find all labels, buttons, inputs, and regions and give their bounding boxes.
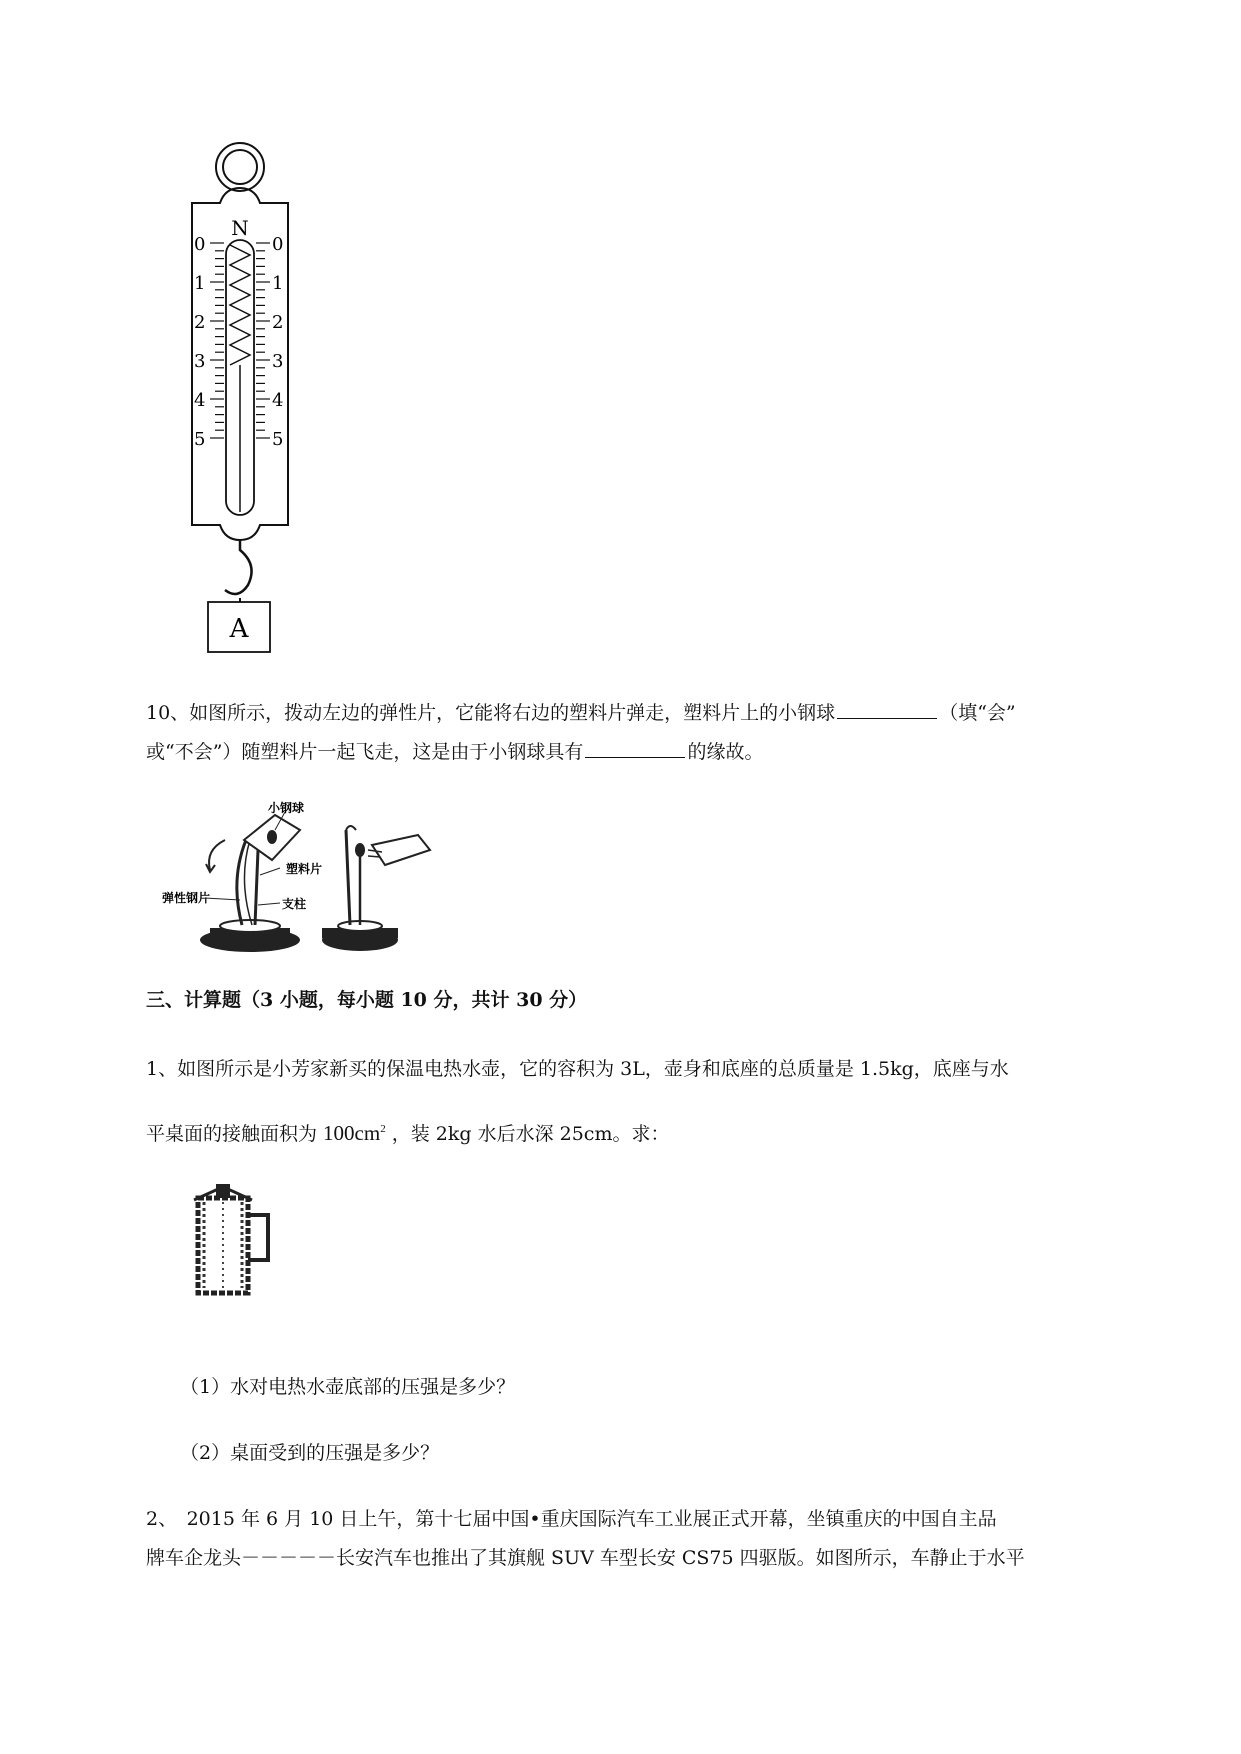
label-spring-sheet: 弹性钢片	[162, 891, 211, 905]
scale-right-tick: 5	[272, 429, 284, 450]
question-10-line-2: 或“不会”）随塑料片一起飞走，这是由于小钢球具有 的缘故。	[146, 735, 763, 769]
area-value: $100cm^2$	[323, 1121, 386, 1145]
question-1-line-1: 1、如图所示是小芳家新买的保温电热水壶，它的容积为 3L，壶身和底座的总质量是 1.5kg，底座与水	[146, 1058, 1009, 1080]
question-10-line-1: 10、如图所示，拨动左边的弹性片，它能将右边的塑料片弹走，塑料片上的小钢球 （填“会”	[146, 696, 1016, 730]
question-2-line-2: 牌车企龙头－－－－－长安汽车也推出了其旗舰 SUV 车型长安 CS75 四驱版。如图所示，车静止于水平	[146, 1547, 1025, 1569]
scale-left-tick: 0	[194, 234, 206, 255]
scale-top-label: N	[231, 216, 249, 240]
answer-blank-1[interactable]	[837, 698, 937, 719]
spring-scale-figure	[180, 140, 300, 660]
section-3-heading: 三、计算题（3 小题，每小题 10 分，共计 30 分）	[146, 989, 588, 1011]
scale-left-tick: 2	[194, 312, 206, 333]
scale-right-tick: 4	[272, 390, 284, 411]
scale-left-tick: 4	[194, 390, 206, 411]
question-1-sub-1: （1）水对电热水壶底部的压强是多少？	[180, 1376, 516, 1398]
left-scale	[210, 243, 224, 438]
scale-left-tick: 1	[194, 273, 206, 294]
question-1-sub-2: （2）桌面受到的压强是多少？	[180, 1442, 440, 1464]
scale-right-tick: 0	[272, 234, 284, 255]
scale-left-tick: 5	[194, 429, 206, 450]
label-plastic-sheet: 塑料片	[286, 862, 323, 876]
scale-left-tick: 3	[194, 351, 206, 372]
question-2-line-1: 2、 2015 年 6 月 10 日上午，第十七届中国•重庆国际汽车工业展正式开幕，坐镇重庆的中国自主品	[146, 1508, 997, 1530]
label-pillar: 支柱	[282, 897, 307, 911]
label-steel-ball: 小钢球	[268, 801, 305, 815]
block-label: A	[229, 614, 249, 644]
answer-blank-2[interactable]	[585, 737, 685, 758]
steel-ball-figure	[160, 800, 450, 960]
scale-right-tick: 1	[272, 273, 284, 294]
right-scale	[256, 243, 270, 438]
question-1-line-2: 平桌面的接触面积为 $100cm^2$ ，装 2kg 水后水深 25cm。求：	[146, 1121, 670, 1145]
scale-right-tick: 2	[272, 312, 284, 333]
kettle-figure	[190, 1180, 280, 1300]
scale-right-tick: 3	[272, 351, 284, 372]
